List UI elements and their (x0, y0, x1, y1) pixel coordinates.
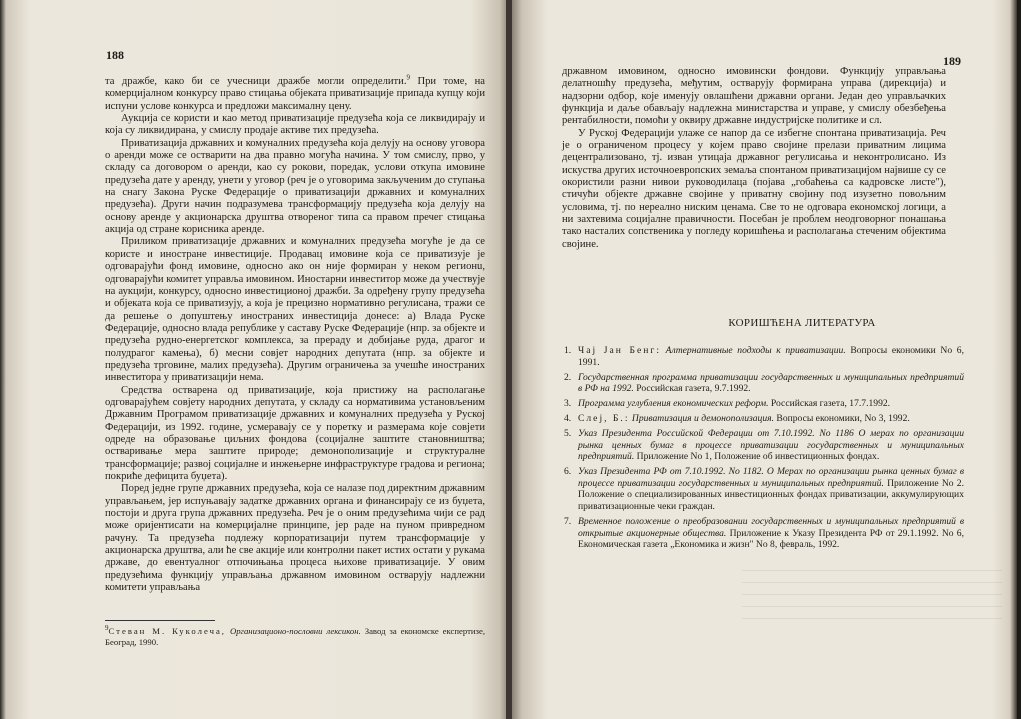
paragraph: Аукција се користи и као метод приватизације предузећа која се ликвидирају и која су ликвидирана, у смислу продаје активе тих предузећа. (105, 113, 485, 137)
footnote-author: Стеван М. Куколеча, (108, 626, 226, 636)
reference-title: Указ Президента РФ от 7.10.1992. No 1182. О Мерах по организации рынка ценных бумаг в процессе приватизации государственных и муниципальных предприятий. (578, 466, 964, 489)
reference-author: Слеј, Б.: (578, 413, 630, 425)
paragraph (105, 73, 485, 113)
paragraph: Приликом приватизације државних и комуналних предузећа могуће је да се користе и иностране инвестиције. Продавац имовине која се приватизује је одговарајући фонд имовине, односно ако он није формиран у неком регионu, одговарајући комитет управља имовином. Иностарни инвеститор може да учествује на аукцији, конкурсу, односно инвестиционој дражби. За одређену групу предузећа и објеката која се приватизују, а која је прецизно нормативно регулисана, тражи се да решење о допуштењу иностраних инвестиција донесе: а) Влада Руске Федерације, односно влада републике у саставу Руске Федерације (нпр. за објекте и предузећа рудно-енергетског комплекса, за прераду и добијање руда, драгог и полудрагог камења), б) месни совјет народних депутата (нпр. за објекте и предузећа трговине, малих предузећа). Другим ограничења за учешће иностраних инвеститора у приватизацији нема. (105, 236, 485, 384)
reference-title: Программа углубления економических реформ. (578, 398, 769, 410)
reference-title: Государственная программа приватизации государственных и муниципальных предприятий в РФ на 1992. (578, 371, 964, 395)
paragraph: У Руској Федерацији улаже се напор да се избегне спонтана приватизација. Реч је о ограниченом процесу у којем право својине прелази приватним лицима децентрализовано, тј. изван утицаја државног регулисања и неконтролисано. Из искуства других источноевропских земаља спонтаном приватизацијом највише су се окористили разни нивои руководилаца (појава „гобаћења са кадровске листе"), стичући објекте државне својине у приватну својину под изузетно повољним условима, тј. по нереално ниским ценама. Све то не одговара економској логици, а ни захтевима социјалне правичности. Посебан је проблем неодговорног понашања тако насталих сопственика у погледу коришћења и располагања стеченим објектима својине. (562, 127, 946, 250)
paragraph: Средства остварена од приватизације, која пристижу на располагање одговарајућем совјету народних депутата, у складу са нормативима установљеним Државним Програмом приватизације државних и комуналних предузећа у Руској Федерацији, из 1992. године, усмеравају се у поретку и размерама које совјети одреде на образовање циљних фондова (социјалне заштите становништва; остваривање мера заштите природе; демонополизације и структуралне трансформације; развој социјалне и инжењерне инфраструктуре градова и регионa; покриће дефицита буџета). (105, 384, 485, 482)
footnote (105, 626, 485, 648)
reference-item (564, 466, 964, 512)
paragraph: државном имовином, односно имовински фондови. Функцију управљања делатношћу предузећа, међутим, остварују формирана управа (дирекција) и надзорни одбор, које именују овлашћени државни органи. Један део управљачких функција и даље обављају надлежна министарства и управе, у смислу обезбеђења рентабилности, помоћи у оквиру државне индустријске политике и сл. (562, 66, 946, 127)
reference-source: Вопросы економики No 6, 1991. (578, 345, 964, 368)
footnote-title: Организационо-пословни лексикон. (229, 626, 361, 636)
reference-number: 2. (564, 371, 572, 383)
reference-number: 5. (564, 428, 572, 440)
reference-number: 7. (564, 516, 572, 528)
reference-source: Приложение к Указу Президента РФ от 29.1.1992. No 6, Економическая газета „Економика и жизн" No 8, февраль, 1992. (578, 527, 965, 551)
left-page (0, 0, 508, 719)
footnote-rule (105, 620, 215, 621)
reference-item (564, 413, 964, 425)
reference-item (564, 345, 964, 368)
reference-item (564, 398, 964, 410)
page-body (562, 66, 946, 251)
reference-item (564, 428, 964, 463)
reference-title: Временное положение о преобразовании государственных и муниципальных предприятий в открытые акционерные общества. (578, 516, 964, 539)
page-number: 189 (943, 54, 961, 68)
paragraph-text: При томе, на комерцијалном конкурсу право стицања објеката приватизације припада купцу који испуни услове конкурса и предложи максималну цену. (105, 76, 485, 112)
paragraph-text: та дражбе, како би се учесници дражбе могли определити. (105, 76, 407, 87)
reference-source: Приложение No 2. Положение о специализированных инвестиционных фондах приватизации, аккумулирующих приватизационные чеки граждан. (578, 477, 964, 512)
reference-source: Вопросы економики, No 3, 1992. (776, 413, 910, 425)
bleed-through-texture (742, 570, 1002, 630)
reference-title: Приватизация и демонополизация. (631, 413, 775, 425)
references-heading: КОРИШЋЕНА ЛИТЕРАТУРА (728, 317, 876, 329)
footnote-ref: 9 (406, 73, 410, 82)
reference-item (564, 372, 964, 395)
right-page (512, 0, 1017, 719)
reference-item (564, 516, 964, 551)
references-list (564, 345, 964, 554)
page-body (105, 73, 485, 594)
reference-number: 4. (564, 413, 572, 425)
reference-number: 3. (564, 398, 572, 410)
reference-number: 1. (564, 345, 572, 356)
reference-title: Указ Президента Российской Федерации от 7.10.1992. No 1186 О мерах по организации рынка ценных бумаг в процессе приватизации государственных и муниципальных предприятий. (578, 428, 964, 463)
reference-number: 6. (564, 466, 572, 478)
reference-source: Приложение No 1, Положение об инвестиционных фондах. (636, 451, 880, 463)
reference-title: Алтернативные подходы к приватизации. (665, 345, 846, 356)
reference-source: Российская газета, 9.7.1992. (636, 383, 751, 395)
reference-author: Чај Јан Бенг: (578, 345, 662, 356)
paragraph: Поред једне групе државних предузећа, која се налазе под директним државним управљањем, јер испуњавају задатке државних органа и финансирају се из буџета, постоји и друга група државних предузећа. Реч је о оним предузећима чији се рад може оријентисати на комерцијалне принципе, јер раде на пуном привредном рачуну. Та предузећа подлежу корпоратизацији путем трансформације у акционарска друштва, али ће све акције или контролни пакет истих остати у рукама државе, до евентуалног отпочињања процеса њихове приватизације. У овим предузећима функцију управљања државном имовином остварују надлежни комитети управљања (105, 483, 485, 594)
paragraph: Приватизација државних и комуналних предузећа која делују на основу уговора о аренди може се остварити на два правно могућа начина. У том смислу, прво, у складу са договором о аренди, као су рокови, поредак, услови откупа имовине предузећа дате у аренду, унети у уговор (реч је о уговорима закљученим до ступања на снагу Закона Руске Федерације о приватизацији државних и комуналних предузећа). Други начин подразумева трансформацију предузећа која делују на основу аренде у акционарска друштва отвореног типа са правом пречег стицања акција од стране корисника аренде. (105, 137, 485, 236)
footnote-mark: 9 (105, 624, 109, 633)
page-number: 188 (106, 48, 124, 62)
footnote-rest: Завод за економске експертизе, Беoград, 1990. (105, 626, 485, 647)
reference-source: Российская газета, 17.7.1992. (770, 398, 891, 410)
